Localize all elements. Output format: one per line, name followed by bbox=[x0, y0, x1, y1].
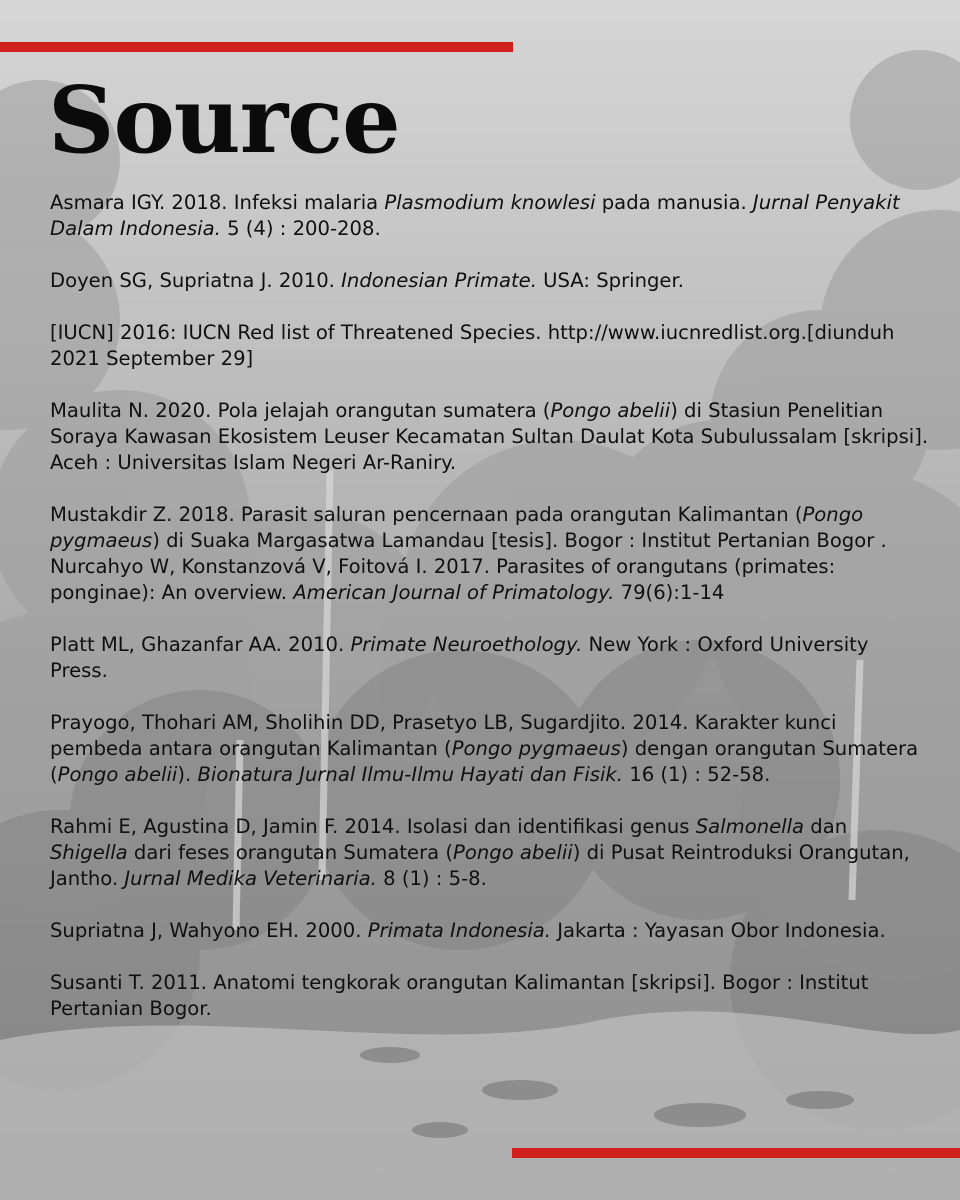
reference-text: Mustakdir Z. 2018. Parasit saluran pencernaan pada orangutan Kalimantan ( bbox=[50, 503, 803, 526]
reference-italic-text: Pongo abelii bbox=[453, 841, 573, 864]
reference-text: Nurcahyo W, Konstanzová V, Foitová I. 2017. Parasites of orangutans (primates: ponginae): An overview. bbox=[50, 555, 836, 604]
reference-text: dari feses orangutan Sumatera ( bbox=[127, 841, 454, 864]
reference-entry bbox=[50, 710, 930, 788]
reference-text: Prayogo, Thohari AM, Sholihin DD, Prasetyo LB, Sugardjito. 2014. Karakter kunci pembeda antara orangutan Kalimantan ( bbox=[50, 711, 837, 760]
reference-text: Asmara IGY. 2018. Infeksi malaria bbox=[50, 191, 385, 214]
reference-text: ) di Stasiun Penelitian Soraya Kawasan Ekosistem Leuser Kecamatan Sultan Daulat Kota Subulussalam [skripsi]. Aceh : Universitas Islam Negeri Ar-Raniry. bbox=[50, 399, 929, 474]
reference-text: dan bbox=[804, 815, 848, 838]
reference-text: ) di Pusat Reintroduksi Orangutan, Jantho. bbox=[50, 841, 910, 890]
reference-italic-text: Pongo pygmaeus bbox=[451, 737, 621, 760]
reference-text: Doyen SG, Supriatna J. 2010. bbox=[50, 269, 342, 292]
reference-text: Maulita N. 2020. Pola jelajah orangutan sumatera ( bbox=[50, 399, 551, 422]
reference-text: 5 (4) : 200-208. bbox=[220, 217, 381, 240]
reference-italic-text: Pongo abelii bbox=[550, 399, 671, 422]
reference-text: Rahmi E, Agustina D, Jamin F. 2014. Isolasi dan identifikasi genus bbox=[50, 815, 696, 838]
reference-text: USA: Springer. bbox=[536, 269, 684, 292]
reference-entry bbox=[50, 268, 930, 294]
reference-text: Susanti T. 2011. Anatomi tengkorak orangutan Kalimantan [skripsi]. Bogor : Institut Pertanian Bogor. bbox=[50, 971, 869, 1020]
reference-text: ) di Suaka Margasatwa Lamandau [tesis]. Bogor : Institut Pertanian Bogor . bbox=[152, 529, 887, 552]
reference-entry bbox=[50, 190, 930, 242]
reference-text: New York : Oxford University Press. bbox=[50, 633, 869, 682]
reference-text: ) dengan orangutan Sumatera ( bbox=[50, 737, 919, 786]
reference-text: Jakarta : Yayasan Obor Indonesia. bbox=[551, 919, 886, 942]
reference-list bbox=[50, 190, 930, 1048]
reference-italic-text: Pongo abelii bbox=[57, 763, 178, 786]
reference-italic-text: Shigella bbox=[50, 841, 128, 864]
page-title: Source bbox=[48, 66, 400, 174]
top-accent-bar bbox=[0, 42, 513, 52]
reference-text: 79(6):1-14 bbox=[614, 581, 725, 604]
reference-entry bbox=[50, 970, 930, 1022]
reference-entry bbox=[50, 918, 930, 944]
reference-text: 8 (1) : 5-8. bbox=[376, 867, 487, 890]
reference-italic-text: Pongo pygmaeus bbox=[50, 503, 864, 552]
reference-italic-text: Primate Neuroethology. bbox=[350, 633, 583, 656]
reference-italic-text: Primata Indonesia. bbox=[367, 919, 551, 942]
reference-text: 16 (1) : 52-58. bbox=[623, 763, 771, 786]
reference-entry bbox=[50, 554, 930, 606]
reference-text: pada manusia. bbox=[595, 191, 753, 214]
reference-entry bbox=[50, 814, 930, 892]
reference-text: Supriatna J, Wahyono EH. 2000. bbox=[50, 919, 368, 942]
reference-text: [IUCN] 2016: IUCN Red list of Threatened Species. http://www.iucnredlist.org.[diunduh 2021 September 29] bbox=[50, 321, 895, 370]
reference-italic-text: Jurnal Medika Veterinaria. bbox=[124, 867, 377, 890]
reference-entry bbox=[50, 398, 930, 476]
reference-entry bbox=[50, 502, 930, 554]
reference-italic-text: Jurnal Penyakit Dalam Indonesia. bbox=[50, 191, 900, 240]
reference-entry bbox=[50, 632, 930, 684]
reference-text: ). bbox=[177, 763, 198, 786]
reference-italic-text: Bionatura Jurnal Ilmu-Ilmu Hayati dan Fisik. bbox=[197, 763, 624, 786]
reference-italic-text: Salmonella bbox=[695, 815, 805, 838]
reference-entry bbox=[50, 320, 930, 372]
reference-italic-text: American Journal of Primatology. bbox=[293, 581, 615, 604]
reference-italic-text: Indonesian Primate. bbox=[341, 269, 537, 292]
reference-text: Platt ML, Ghazanfar AA. 2010. bbox=[50, 633, 351, 656]
bottom-accent-bar bbox=[512, 1148, 960, 1158]
reference-italic-text: Plasmodium knowlesi bbox=[384, 191, 596, 214]
